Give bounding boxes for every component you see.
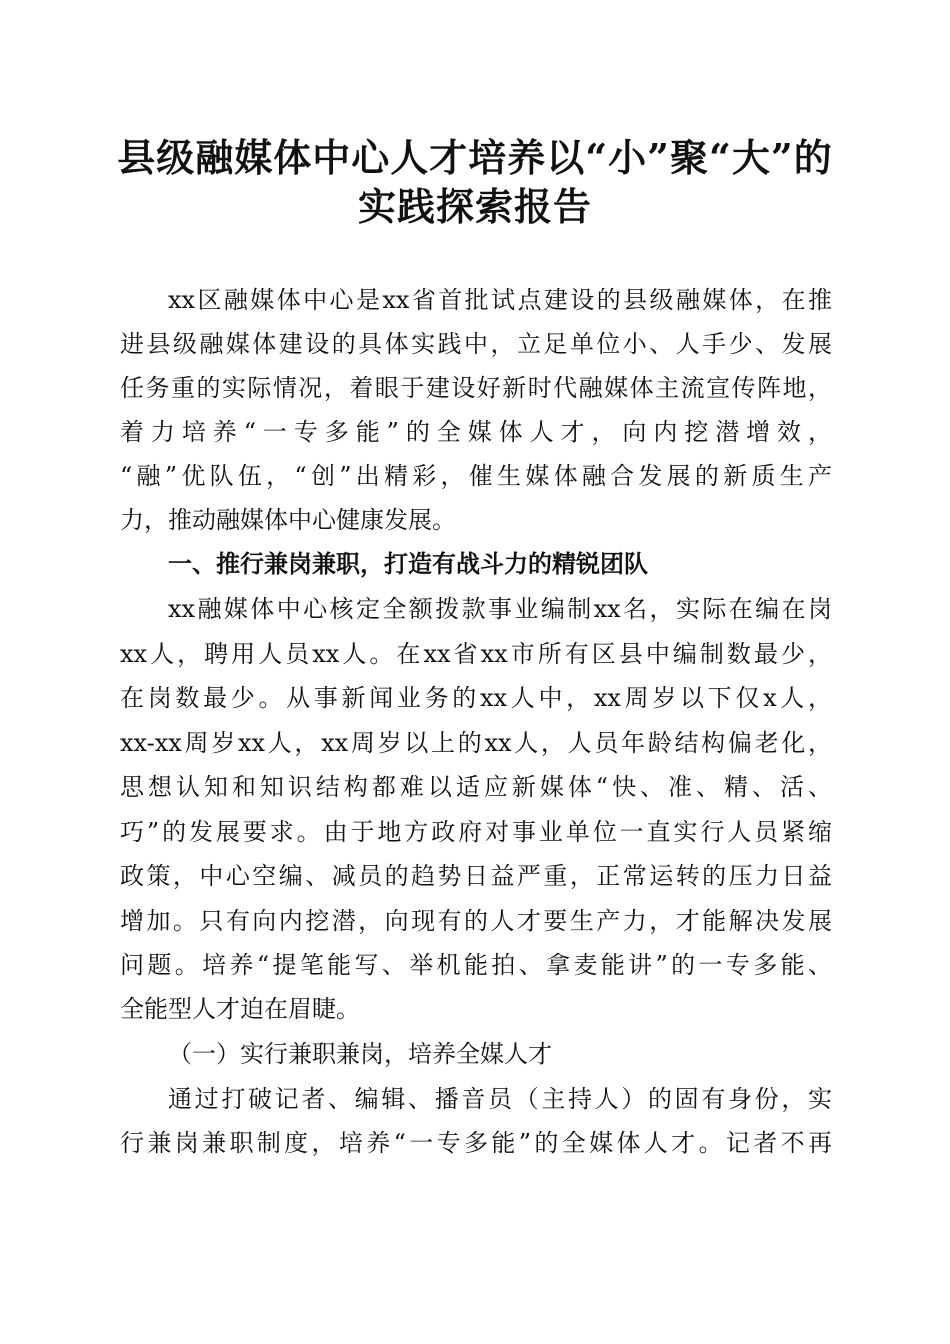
subsection-paragraph-line: 通过打破记者、编辑、播音员（主持人）的固有身份，实 bbox=[168, 1085, 832, 1113]
intro-paragraph-line: 着力培养“一专多能”的全媒体人才，向内挖潜增效， bbox=[120, 418, 832, 446]
section-paragraph-line: 思想认知和知识结构都难以适应新媒体“快、准、精、活、 bbox=[120, 773, 832, 801]
subsection-paragraph-line: 行兼岗兼职制度，培养“一专多能”的全媒体人才。记者不再 bbox=[120, 1129, 832, 1157]
intro-paragraph-line: 力，推动融媒体中心健康发展。 bbox=[120, 506, 456, 534]
section-paragraph-line: 政策，中心空编、减员的趋势日益严重，正常运转的压力日益 bbox=[120, 862, 832, 890]
section-paragraph-line: 增加。只有向内挖潜，向现有的人才要生产力，才能解决发展 bbox=[120, 907, 832, 935]
section-paragraph-line: xx融媒体中心核定全额拨款事业编制xx名，实际在编在岗 bbox=[168, 595, 832, 623]
section-heading: 一、推行兼岗兼职，打造有战斗力的精锐团队 bbox=[168, 550, 648, 578]
section-paragraph-line: xx人，聘用人员xx人。在xx省xx市所有区县中编制数最少， bbox=[120, 640, 832, 668]
intro-paragraph-line: “融”优队伍，“创”出精彩，催生媒体融合发展的新质生产 bbox=[120, 462, 832, 490]
document-title-line-1: 县级融媒体中心人才培养以“小”聚“大”的 bbox=[117, 135, 833, 180]
section-paragraph-line: 巧”的发展要求。由于地方政府对事业单位一直实行人员紧缩 bbox=[120, 818, 832, 846]
subsection-heading: （一）实行兼职兼岗，培养全媒人才 bbox=[168, 1040, 552, 1068]
section-paragraph-line: xx-xx周岁xx人，xx周岁以上的xx人，人员年龄结构偏老化， bbox=[120, 729, 832, 757]
intro-paragraph-line: xx区融媒体中心是xx省首批试点建设的县级融媒体，在推 bbox=[168, 286, 832, 314]
section-paragraph-line: 在岗数最少。从事新闻业务的xx人中，xx周岁以下仅x人， bbox=[120, 684, 832, 712]
document-title-line-2: 实践探索报告 bbox=[357, 184, 592, 229]
intro-paragraph-line: 进县级融媒体建设的具体实践中，立足单位小、人手少、发展 bbox=[120, 330, 832, 358]
section-paragraph-line: 全能型人才迫在眉睫。 bbox=[120, 995, 360, 1023]
intro-paragraph-line: 任务重的实际情况，着眼于建设好新时代融媒体主流宣传阵地， bbox=[120, 374, 832, 402]
section-paragraph-line: 问题。培养“提笔能写、举机能拍、拿麦能讲”的一专多能、 bbox=[120, 951, 832, 979]
